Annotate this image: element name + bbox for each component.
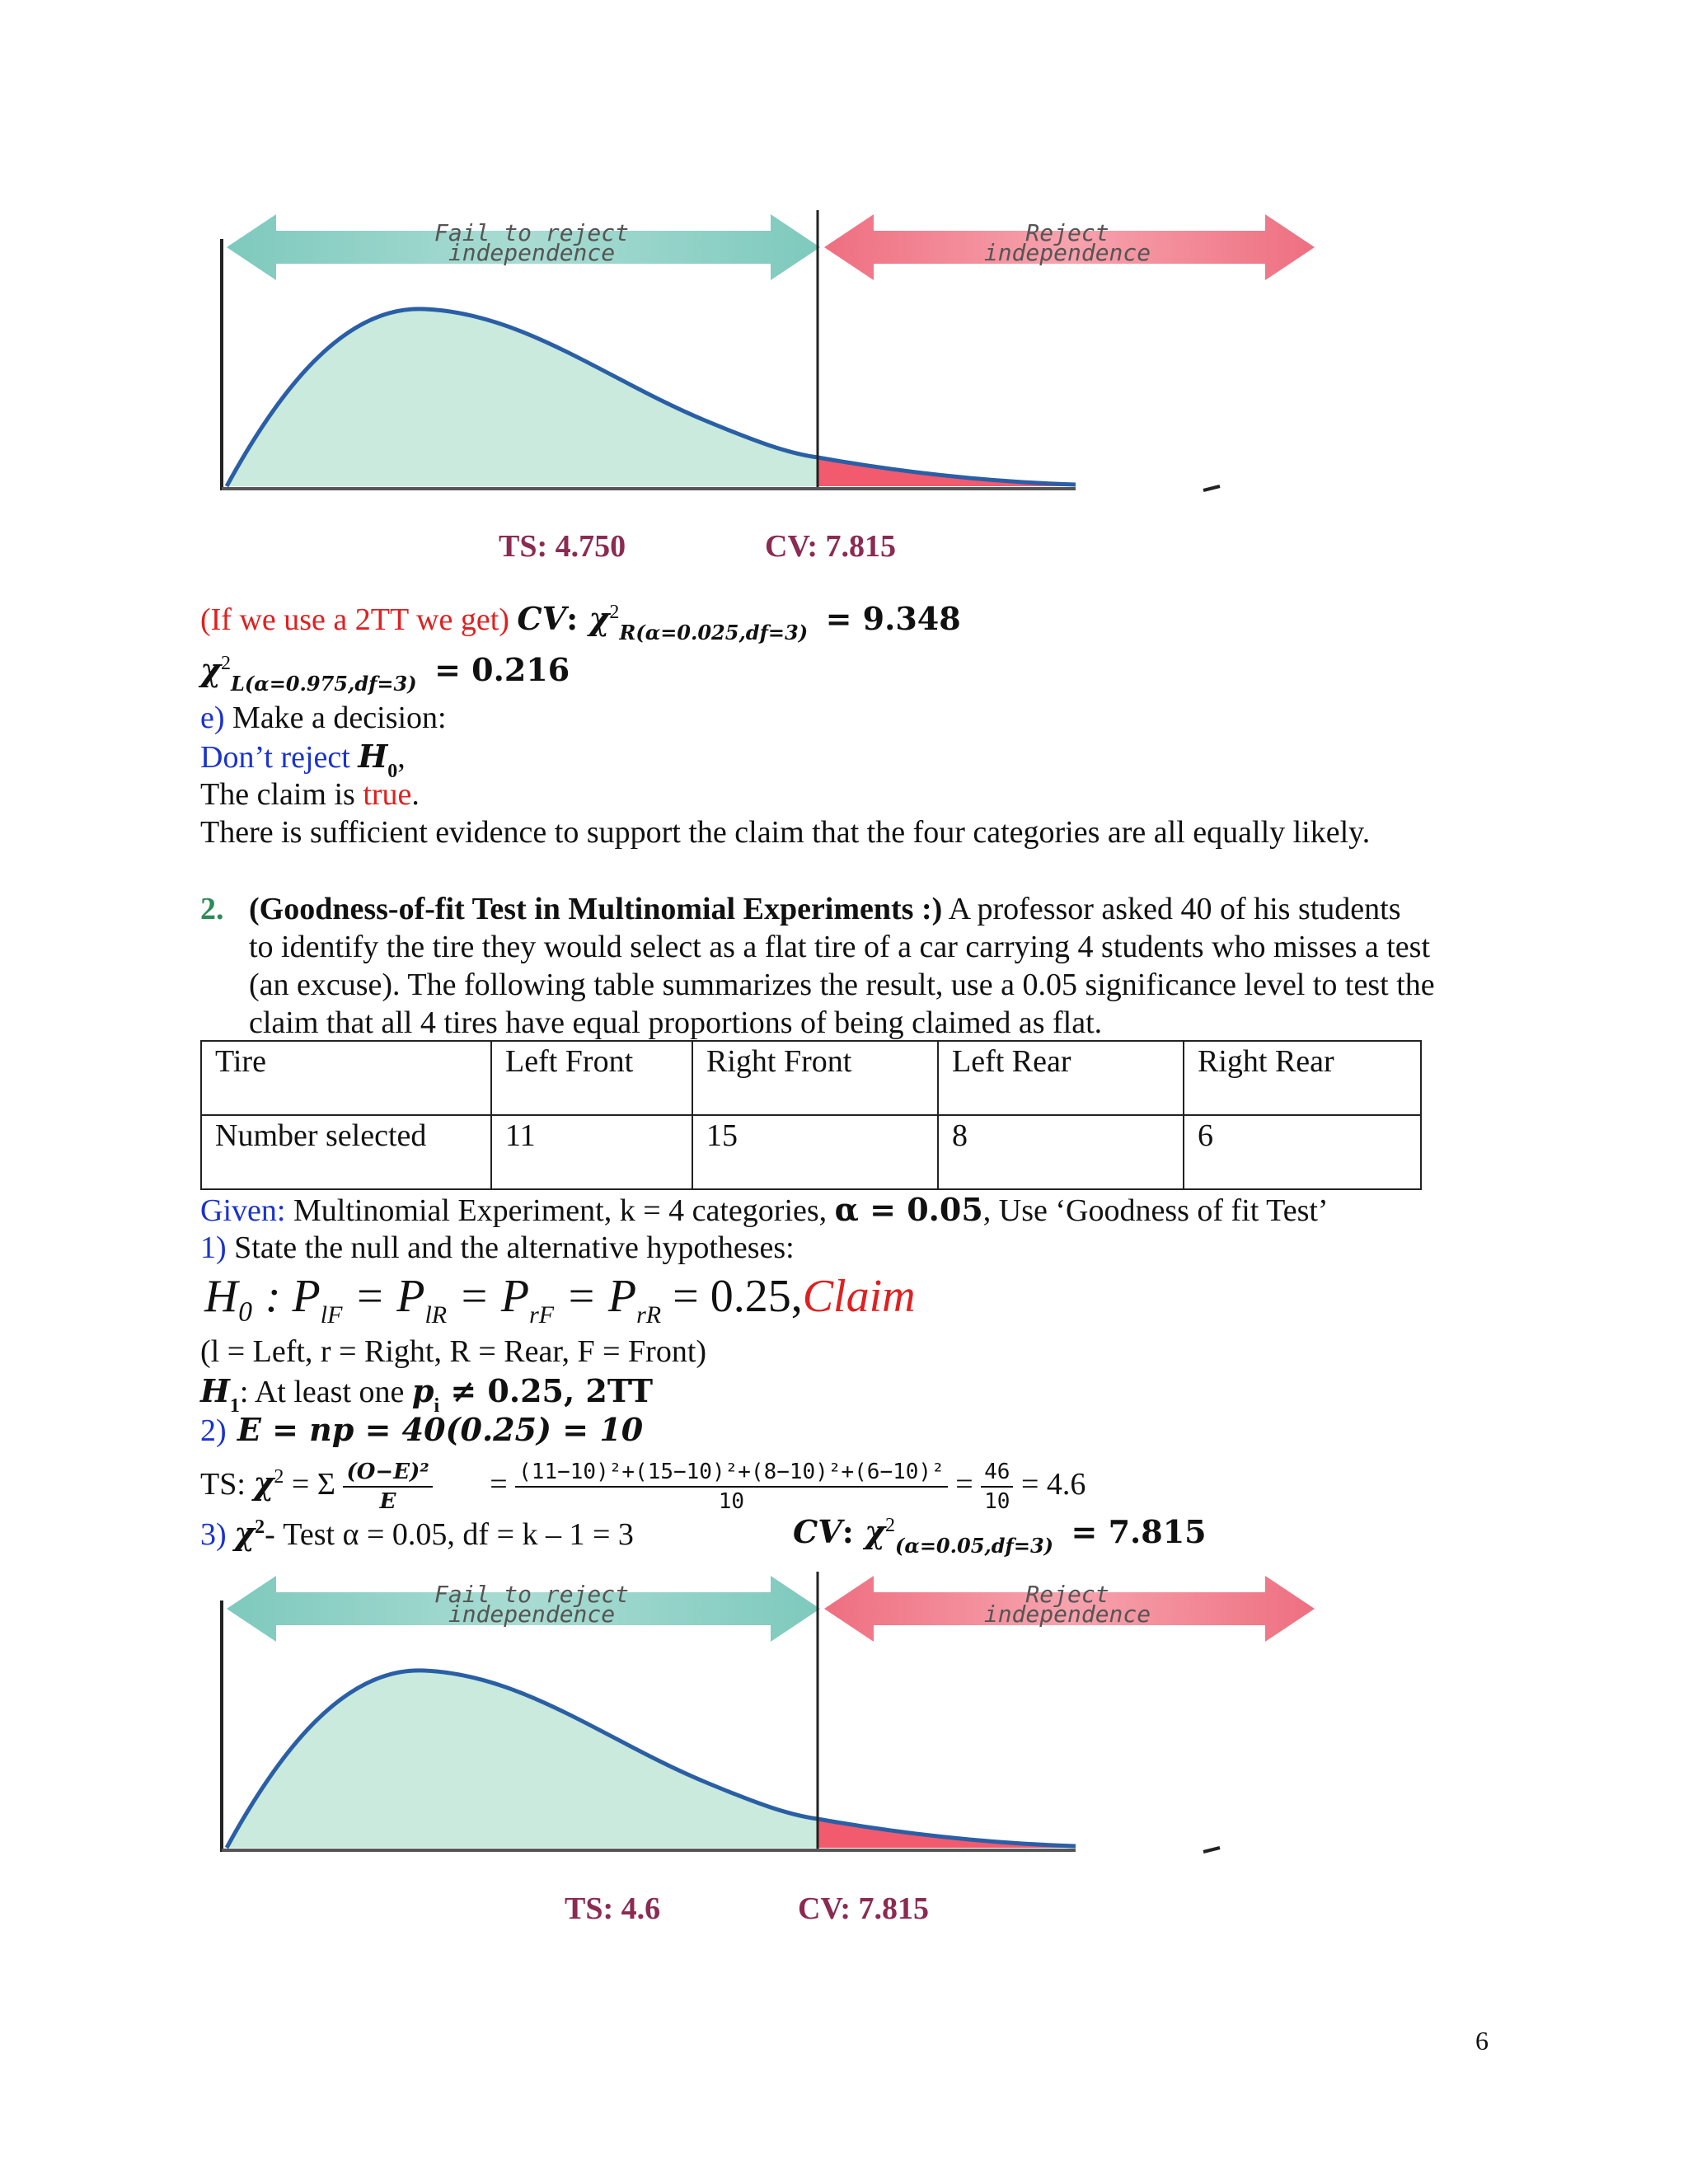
decision-line: Don’t reject $H_0$,	[200, 738, 406, 782]
table-cell: Number selected	[201, 1115, 491, 1189]
fail-label-2: independence	[448, 1601, 616, 1628]
fraction-46: $\frac{46}{10}$	[981, 1458, 1013, 1516]
chart2-cv: CV: 7.815	[798, 1891, 930, 1926]
chart1-ts: TS: 4.750	[499, 529, 626, 564]
reject-label-1: Reject	[1025, 219, 1109, 246]
fraction-oe: $\frac{\text{(O−E)²}}{E}$	[343, 1458, 432, 1516]
tire-table	[200, 1040, 1422, 1190]
fraction-expanded: $\frac{\text{(11−10)²+(15−10)²+(8−10)²+(6−10)²}}{10}$	[515, 1458, 948, 1516]
acceptance-region	[227, 309, 818, 486]
step2-line: 2) E = np = 40(0.25) = 10	[200, 1411, 644, 1448]
conclusion-line: There is sufficient evidence to support the claim that the four categories are all equally likely.	[200, 815, 1371, 850]
table-cell: Left Front	[491, 1041, 692, 1115]
step1-line: 1) State the null and the alternative hypotheses:	[200, 1230, 795, 1265]
reject-label-2: independence	[983, 239, 1151, 266]
fail-label-1: Fail to reject	[434, 1581, 630, 1608]
page-number: 6	[1475, 2026, 1489, 2055]
table-cell: Right Front	[692, 1041, 938, 1115]
table-header-row	[201, 1041, 1421, 1115]
table-cell: Right Rear	[1184, 1041, 1421, 1115]
cv-line: CV: $\chi^2_{(\alpha=0.05,df=3)} = 7.815$	[793, 1513, 1207, 1558]
decision-heading: e) Make a decision:	[200, 701, 447, 735]
fail-label-1: Fail to reject	[434, 219, 630, 246]
legend-line: (l = Left, r = Right, R = Rear, F = Front)	[200, 1334, 707, 1369]
reject-label-1: Reject	[1025, 1581, 1109, 1608]
problem-line-2: to identify the tire they would select as a flat tire of a car carrying 4 students who misses a test	[249, 930, 1431, 964]
problem-line-4: claim that all 4 tires have equal proportions of being claimed as flat.	[249, 1005, 1103, 1040]
chart2-ts: TS: 4.6	[565, 1891, 661, 1926]
ts-equation: TS: $\chi^2 = \Sigma$ $\frac{\text{(O−E)²}}{E}$ = $\frac{\text{(11−10)²+(15−10)²+(8−10)²+(6−10)²}}{10}$ = $\frac{46}{10}$ = 4.6	[200, 1460, 1086, 1515]
table-row	[201, 1115, 1421, 1189]
fail-label-2: independence	[448, 239, 616, 266]
axis-tick	[1203, 486, 1220, 490]
two-tail-line: (If we use a 2TT we get) CV: $\chi^2_{R(\alpha=0.025,df=3)} = 9.348$	[200, 600, 961, 644]
h1-line: $H_1$: At least one $p_i \ne 0.25$, 2TT	[200, 1372, 654, 1417]
given-line: Given: Multinomial Experiment, k = 4 categories, α = 0.05, Use ‘Goodness of fit Test’	[200, 1191, 1329, 1228]
problem-line-1: (Goodness-of-fit Test in Multinomial Experiments :) A professor asked 40 of his students	[249, 892, 1401, 926]
problem-line-3: (an excuse). The following table summarizes the result, use a 0.05 significance level to test the	[249, 968, 1435, 1002]
step3-line: 3) $\chi^2-$ Test α = 0.05, df = k – 1 = 3	[200, 1515, 634, 1552]
table-cell: 11	[491, 1115, 692, 1189]
chart1-cv: CV: 7.815	[765, 529, 897, 564]
problem-number: 2.	[200, 892, 224, 926]
chi-left-line: $\chi^2_{L(\alpha=0.975,df=3)} = 0.216$	[200, 651, 570, 696]
table-cell: Left Rear	[938, 1041, 1184, 1115]
table-cell: 15	[692, 1115, 938, 1189]
chi-square-curve-1	[210, 206, 1323, 511]
table-cell: 8	[938, 1115, 1184, 1189]
acceptance-region	[227, 1671, 818, 1848]
chi-square-figure-2	[210, 1568, 1323, 1872]
h0-equation: H₀ : $P_{lF} = P_{lR} = P_{rF} = P_{rR}$ = 0.25,Claim	[204, 1271, 916, 1329]
chi-square-curve-2	[210, 1568, 1323, 1872]
table-cell: Tire	[201, 1041, 491, 1115]
reject-label-2: independence	[983, 1601, 1151, 1628]
chi-square-figure-1	[210, 206, 1323, 511]
claim-line: The claim is true.	[200, 777, 420, 812]
table-cell: 6	[1184, 1115, 1421, 1189]
axis-tick	[1203, 1848, 1220, 1852]
